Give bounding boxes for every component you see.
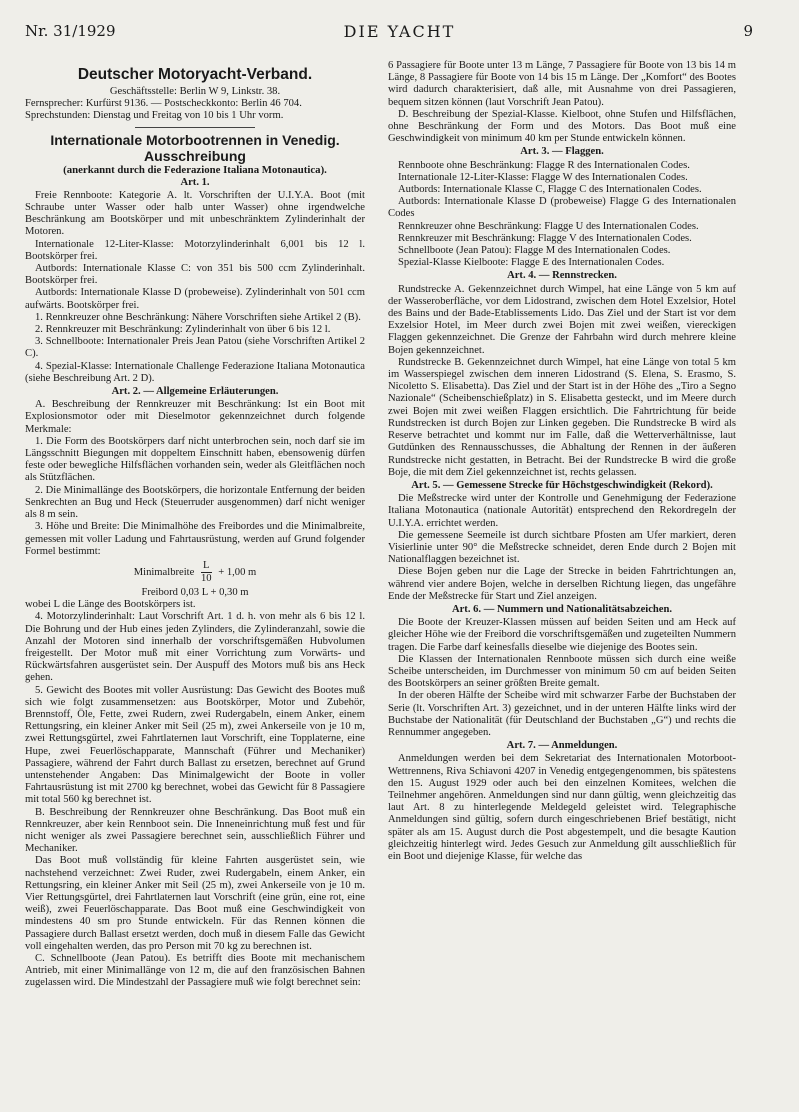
paragraph: Das Boot muß vollständig für kleine Fahrten ausgerüstet sein, wie nachstehend verzeichnet: Zwei Ruder, zwei Rudergabeln, einem Anker, ein Rettungsring, ein kleiner Anker mit Seil (25 m), zwei Ankerseile von je 10 m. Vier Rettungsgürtel, drei Fahrtlaternen laut Vorschrift (eine grün, eine rot, eine weiß), zwei Feuerlöschapparate. Das Boot muß eine Geschwindigkeit von mindestens 40 sm pro Stunde entwickeln. Für das Rennen können die Passagiere durch Ballast ersetzt werden, doch muß in diesem Falle das Gewicht voll eingehalten werden, das pro Person mit 70 kg zu berechnen ist.: [25, 855, 365, 952]
article-heading: Art. 4. — Rennstrecken.: [507, 270, 617, 282]
paragraph: Rennkreuzer mit Beschränkung: Flagge V des Internationalen Codes.: [398, 232, 692, 244]
paragraph: C. Schnellboote (Jean Patou). Es betrifft dies Boote mit mechanischem Antrieb, mit einer Minimallänge von 12 m, die auf den französischen Bahnen zugelassen wird. Die Mindestzahl der Passagiere muß wie folgt berechnet sein:: [25, 953, 365, 989]
formula-label: Minimalbreite: [133, 566, 195, 578]
article-heading: Art. 1.: [180, 176, 210, 188]
paragraph: Rennboote ohne Beschränkung: Flagge R des Internationalen Codes.: [398, 159, 690, 171]
fraction-numerator: L: [201, 560, 212, 573]
paragraph: Autbords: Internationale Klasse D (probeweise). Zylinderinhalt von 501 ccm aufwärts. Bootskörper frei.: [25, 287, 365, 311]
paragraph: Die Meßstrecke wird unter der Kontrolle und Genehmigung der Federazione Italiana Motonautica (nationale Autorität) entsprechend den Rekordregeln der U.I.Y.A. errichtet werden.: [388, 493, 736, 529]
paragraph: Rundstrecke B. Gekennzeichnet durch Wimpel, hat eine Länge von total 5 km im Wasserspiegel zwischen dem inneren Lidostrand (S. Elena, S. Erasmo, S. Nicoletto S. Elisabetta). Das Ziel und der Start ist in der Höhe des „Tiro a Segno Nazionale“ (Scheibenschießplatz) in S. Elisabetta gesteckt, und im Meere durch zwei Bojen mit zwei weißen Flaggen ersichtlich. Die Fahrtrichtung für beide Rundstrecken ist durch Bojen zur Linken gegeben. Die Rundstrecke B wird als Reserve betrachtet und kommt nur im Falle, daß die Wetterverhältnisse, laut Gutdünken des Rennausschusses, die Abhaltung der Rennen in der äußeren Rundstrecke nicht gestatten, in Betracht. Bei der Rundstrecke B wird die große Boje, die mit dem Ziel gekennzeichnet ist, rechts gelassen.: [388, 356, 736, 478]
formula: [25, 560, 365, 585]
paragraph: Diese Bojen geben nur die Lage der Strecke in beiden Fahrtrichtungen an, während vier andere Bojen, welche in derselben Richtung liegen, das ungefähre Ende der Meßstrecke für Start und Ziel anzeigen.: [388, 566, 736, 602]
race-subtitle: Ausschreibung: [144, 147, 246, 164]
paragraph: Die gemessene Seemeile ist durch sichtbare Pfosten am Ufer markiert, deren Visierlinie unter 90° die Meßstrecke schneidet, deren Ende durch 2 Bojen mit Nationalflaggen bezeichnet ist.: [388, 529, 736, 566]
race-note: (anerkannt durch die Federazione Italiana Motonautica).: [63, 163, 327, 176]
article-heading: Art. 6. — Nummern und Nationalitätsabzeichen.: [451, 603, 673, 615]
article-heading: Art. 3. — Flaggen.: [520, 146, 604, 158]
paragraph: 1. Rennkreuzer ohne Beschränkung: Nähere Vorschriften siehe Artikel 2 (B).: [35, 311, 361, 323]
paragraph: 2. Rennkreuzer mit Beschränkung: Zylinderinhalt von über 6 bis 12 l.: [35, 324, 331, 336]
paragraph: 2. Die Minimallänge des Bootskörpers, die horizontale Entfernung der beiden Senkrechten an Bug und Heck (Steuerruder ausgenommen) darf nicht weniger als 8 m sein.: [25, 484, 365, 521]
paragraph: Rundstrecke A. Gekennzeichnet durch Wimpel, hat eine Länge von 5 km auf der Wasseroberfläche, vor dem Lidostrand, zwischen dem Hotel Exzelsior, Hotel des Bains und der Bade-Etablissements Lido. Das Ziel und der Start ist vor dem Exzelsior Hotel, im Meer durch zwei Bojen mit zwei weißen, viereckigen Flaggen gekennzeichnet. Die Grenze der Fahrbahn wird durch mehrere kleine Bojen gekennzeichnet.: [388, 283, 736, 356]
paragraph: 5. Gewicht des Bootes mit voller Ausrüstung: Das Gewicht des Bootes muß sich wie folgt zusammensetzen: aus Bootskörper, Motor und Zubehör, Brennstoff, Öle, Fette, zwei Rudern, zwei Rudergabeln, einem Anker, einem Rettungsring, ein kleiner Anker mit Seil (25 m), zwei Ankerseile von je 10 m, zwei Rettungsgürtel, zwei Fahrtlaternen laut Vorschrift, eine Topplaterne, eine Hupe, zwei Feuerlöschapparate, Mannschaft (Führer und Mechaniker) Passagiere, während der Fahrt durch Ballast zu ersetzen, berechnet auf Grund untenstehender Angaben: Das Minimalgewicht der Boote in voller Fahrtausrüstung ist mit 2700 kg berechnet, wobei das Gewicht für 8 Passagiere mit total 560 kg berechnet ist.: [25, 684, 365, 806]
paragraph: 6 Passagiere für Boote unter 13 m Länge, 7 Passagiere für Boote von 13 bis 14 m Länge, 8 Passagiere für Boote von 14 bis 15 m Länge. Der „Komfort“ des Bootes wird dadurch charakterisiert, daß alle, mit Ausnahme von drei Passagieren, bequem sitzen können (laut Vorschrift Jean Patou).: [388, 60, 736, 108]
org-line: Sprechstunden: Dienstag und Freitag von 10 bis 1 Uhr vorm.: [25, 110, 284, 122]
org-line: Fernsprecher: Kurfürst 9136. — Postscheckkonto: Berlin 46 704.: [25, 98, 302, 110]
paragraph: 4. Spezial-Klasse: Internationale Challenge Federazione Italiana Motonautica (siehe Beschreibung Art. 2 D).: [25, 360, 365, 384]
right-column: [388, 60, 736, 1095]
org-title: Deutscher Motoryacht-Verband.: [77, 66, 313, 83]
org-line: Geschäftsstelle: Berlin W 9, Linkstr. 38.: [109, 86, 281, 97]
paragraph: Internationale 12-Liter-Klasse: Motorzylinderinhalt 6,001 bis 12 l. Bootskörper frei.: [25, 238, 365, 262]
paragraph: Freie Rennboote: Kategorie A. lt. Vorschriften der U.I.Y.A. Boot (mit Schraube unter Wasser oder halb unter Wasser) ohne irgendwelche Beschränkung am Bootskörper und mit unbeschränktem Zylinderinhalt der Motoren.: [25, 189, 365, 238]
paragraph: B. Beschreibung der Rennkreuzer ohne Beschränkung. Das Boot muß ein Rennkreuzer, aber kein Rennboot sein. Die Inneneinrichtung muß fest und für nicht weniger als zwei Passagiere berechnet sein, ausschließlich Führer und Mechaniker.: [25, 806, 365, 855]
paragraph: 3. Höhe und Breite: Die Minimalhöhe des Freibordes und die Minimalbreite, gemessen mit voller Ladung und Fahrtausrüstung, werden auf Grund folgender Formel bestimmt:: [25, 521, 365, 557]
fraction-denominator: 10: [200, 572, 212, 584]
page-number: 9: [743, 22, 753, 40]
magazine-title: DIE YACHT: [343, 22, 456, 41]
paragraph: Internationale 12-Liter-Klasse: Flagge W des Internationalen Codes.: [398, 171, 688, 183]
left-column: [25, 62, 365, 1097]
paragraph: 1. Die Form des Bootskörpers darf nicht unterbrochen sein, noch darf sie im Längsschnitt Biegungen mit doppeltem Einschnitt haben, ebensowenig dürfen feste oder bewegliche Hilfsflächen vorhanden sein, weder als Gleitflächen noch als Stützflächen.: [25, 435, 365, 484]
paragraph: Anmeldungen werden bei dem Sekretariat des Internationalen Motorboot-Wettrennens, Riva Schiavoni 4207 in Venedig entgegengenommen, bis spätestens den 15. August 1929 oder auch bei den einzelnen Komitees, welchen die Teilnehmer angehören. Anmeldungen sind nur dann gültig, wenn gleichzeitig das laut Art. 8 zu hinterlegende Meldegeld geleistet wird. Telegraphische Anmeldungen sind gültig, sofern durch eingeschriebenen Brief bestätigt, nicht später als am 15. August durch die Post abgestempelt, und die besagte Kaution gleichzeitig hinterlegt wird. Jedes Gesuch zur Anmeldung gilt ausschließlich für ein Boot und diejenige Klasse, für welche das: [388, 753, 736, 862]
paragraph: In der oberen Hälfte der Scheibe wird mit schwarzer Farbe der Buchstaben der Serie (lt. Vorschriften Art. 3) gezeichnet, und in der unteren Hälfte links wird der Buchstabe der Nationalität (für Deutschland der Buchstaben „G“) und rechts die Rennummer angegeben.: [388, 690, 736, 738]
paragraph: Autbords: Internationale Klasse C: von 351 bis 500 ccm Zylinderinhalt. Bootskörper frei.: [25, 263, 365, 287]
race-title: Internationale Motorbootrennen in Venedig.: [50, 131, 340, 148]
article-heading: Art. 2. — Allgemeine Erläuterungen.: [111, 386, 279, 398]
paragraph: A. Beschreibung der Rennkreuzer mit Beschränkung: Ist ein Boot mit Explosionsmotor oder mit Dieselmotor gekennzeichnet durch folgende Merkmale:: [25, 399, 365, 435]
paragraph: wobei L die Länge des Bootskörpers ist.: [25, 599, 196, 611]
paragraph: D. Beschreibung der Spezial-Klasse. Kielboot, ohne Stufen und Hilfsflächen, ohne Beschränkung der Form und des Motors. Das Boot muß eine Geschwindigkeit von minimum 40 km per Stunde entwickeln können.: [388, 108, 736, 145]
divider: [135, 127, 255, 128]
paragraph: Rennkreuzer ohne Beschränkung: Flagge U des Internationalen Codes.: [398, 220, 699, 232]
issue-number: Nr. 31/1929: [25, 22, 116, 40]
paragraph: Autbords: Internationale Klasse D (probeweise) Flagge G des Internationalen Codes: [388, 196, 736, 220]
article-heading: Art. 7. — Anmeldungen.: [506, 740, 618, 752]
paragraph: 4. Motorzylinderinhalt: Laut Vorschrift Art. 1 d. h. von mehr als 6 bis 12 l. Die Bohrung und der Hub eines jeden Zylinders, die Zylinderanzahl, sowie die Anzahl der Motoren sind innerhalb der vorschriftsgemäßen Hubvolumen freigestellt. Der Motor muß mit einer Vorrichtung zum Vorwärts- und Rückwärtsfahren ausgerüstet sein. Der Auspuff des Motors muß bis ans Heck gehen.: [25, 611, 365, 684]
paragraph: Schnellboote (Jean Patou): Flagge M des Internationalen Codes.: [398, 245, 671, 257]
article-heading: Art. 5. — Gemessene Strecke für Höchstgeschwindigkeit (Rekord).: [411, 479, 713, 491]
paragraph: Spezial-Klasse Kielboote: Flagge E des Internationalen Codes.: [398, 257, 665, 269]
paragraph: 3. Schnellboote: Internationaler Preis Jean Patou (siehe Vorschriften Artikel 2 C).: [25, 336, 365, 360]
paragraph: Die Boote der Kreuzer-Klassen müssen auf beiden Seiten und am Heck auf gleicher Höhe wie der Freibord die vorschriftsgemäßen und zugeteilten Nummern tragen. Die Farbe darf keinesfalls dieselbe wie diejenige des Bootes sein.: [388, 617, 736, 653]
paragraph: Die Klassen der Internationalen Rennboote müssen sich durch eine weiße Scheibe unterscheiden, im Durchmesser von minimum 50 cm auf beiden Seiten des Bootskörpers an seiner größten Breite gemalt.: [388, 653, 736, 690]
fraction: [201, 560, 212, 585]
formula-constant: + 1,00 m: [218, 566, 257, 578]
formula-freibord: Freibord 0,03 L + 0,30 m: [141, 586, 249, 598]
page-header: [0, 0, 799, 40]
paragraph: Autbords: Internationale Klasse C, Flagge C des Internationalen Codes.: [398, 184, 702, 196]
